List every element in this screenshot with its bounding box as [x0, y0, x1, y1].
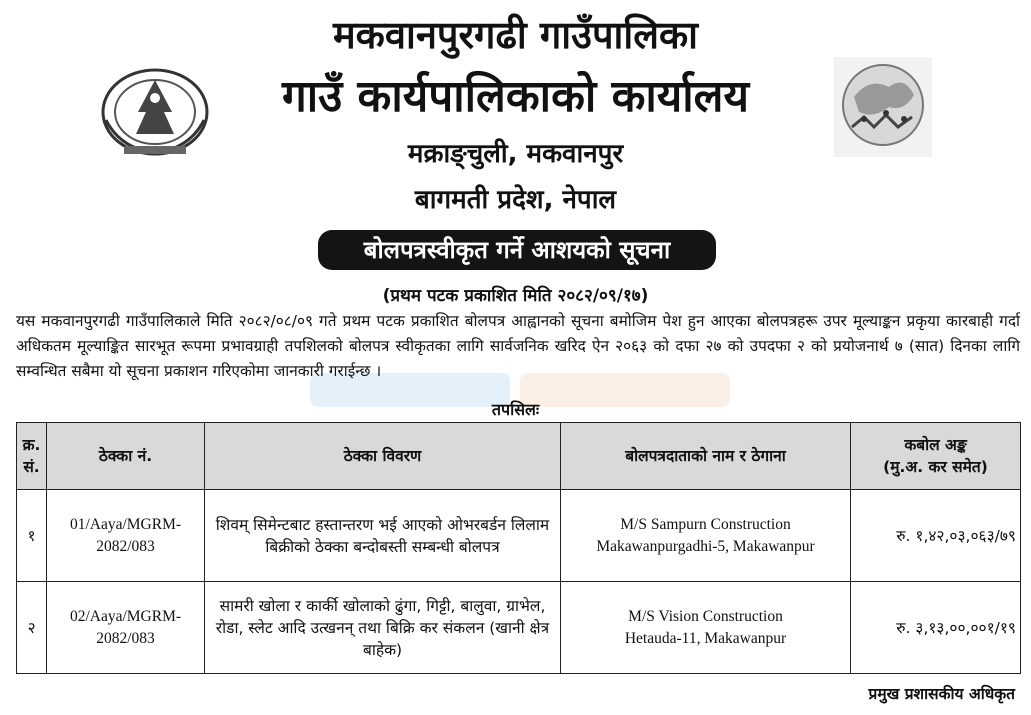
- header-bidder: बोलपत्रदाताको नाम र ठेगाना: [561, 423, 851, 490]
- tender-table: [16, 422, 1021, 674]
- row-amount: रु. ३,१३,००,००१/१९: [851, 582, 1021, 674]
- header-amount: कबोल अङ्क (मु.अ. कर समेत): [851, 423, 1021, 490]
- notice-body: यस मकवानपुरगढी गाउँपालिकाले मिति २०८२/०८/०९ गते प्रथम पटक प्रकाशित बोलपत्र आह्वानको सूचना बमोजिम पेश हुन आएका बोलपत्रहरू उपर मूल्याङ्कन प्रकृया कारबाही गर्दा अधिकतम मूल्याङ्कित सारभूत रूपमा प्रभावग्राही तपशिलको बोलपत्र स्वीकृतका लागि सार्वजनिक खरिद ऐन २०६३ को दफा २७ को उपदफा २ को प्रयोजनार्थ ७ (सात) दिनका लागि सम्वन्धित सबैमा यो सूचना प्रकाशन गरिएकोमा जानकारी गराईन्छ ।: [16, 312, 1020, 380]
- row-description: शिवम् सिमेन्टबाट हस्तान्तरण भई आएको ओभरबर्डन लिलाम बिक्रीको ठेक्का बन्दोबस्ती सम्बन्धी बोलपत्र: [205, 490, 561, 582]
- header-sn: क्र. सं.: [17, 423, 47, 490]
- signature-title: प्रमुख प्रशासकीय अधिकृत: [868, 685, 1015, 703]
- office-name: गाउँ कार्यपालिकाको कार्यालय: [281, 71, 750, 122]
- details-heading: तपसिलः: [491, 400, 540, 419]
- notice-title: बोलपत्रस्वीकृत गर्ने आशयको सूचना: [318, 230, 716, 270]
- header-contract-no: ठेक्का नं.: [47, 423, 205, 490]
- row-contract-no: 02/Aaya/MGRM- 2082/083: [47, 582, 205, 674]
- row-description: सामरी खोला र कार्की खोलाको ढुंगा, गिट्टी, बालुवा, ग्राभेल, रोडा, स्लेट आदि उत्खनन् तथा बिक्रि कर संकलन (खानी क्षेत्र बाहेक): [205, 582, 561, 674]
- table-row: [17, 490, 1021, 582]
- office-province: बागमती प्रदेश, नेपाल: [414, 185, 617, 215]
- row-bidder: M/S Sampurn Construction Makawanpurgadhi-5, Makawanpur: [561, 490, 851, 582]
- row-contract-no: 01/Aaya/MGRM- 2082/083: [47, 490, 205, 582]
- office-location: मक्राङ्चुली, मकवानपुर: [407, 139, 624, 169]
- table-row: [17, 582, 1021, 674]
- row-amount: रु. १,४२,०३,०६३/७९: [851, 490, 1021, 582]
- row-sn: २: [17, 582, 47, 674]
- header-description: ठेक्का विवरण: [205, 423, 561, 490]
- municipality-logo-icon: [834, 57, 932, 157]
- notice-header: [0, 0, 1031, 245]
- municipality-name: मकवानपुरगढी गाउँपालिका: [332, 13, 699, 57]
- row-bidder: M/S Vision Construction Hetauda-11, Makawanpur: [561, 582, 851, 674]
- table-header-row: [17, 423, 1021, 490]
- published-date: (प्रथम पटक प्रकाशित मिति २०८२/०९/१७): [382, 286, 649, 306]
- row-sn: १: [17, 490, 47, 582]
